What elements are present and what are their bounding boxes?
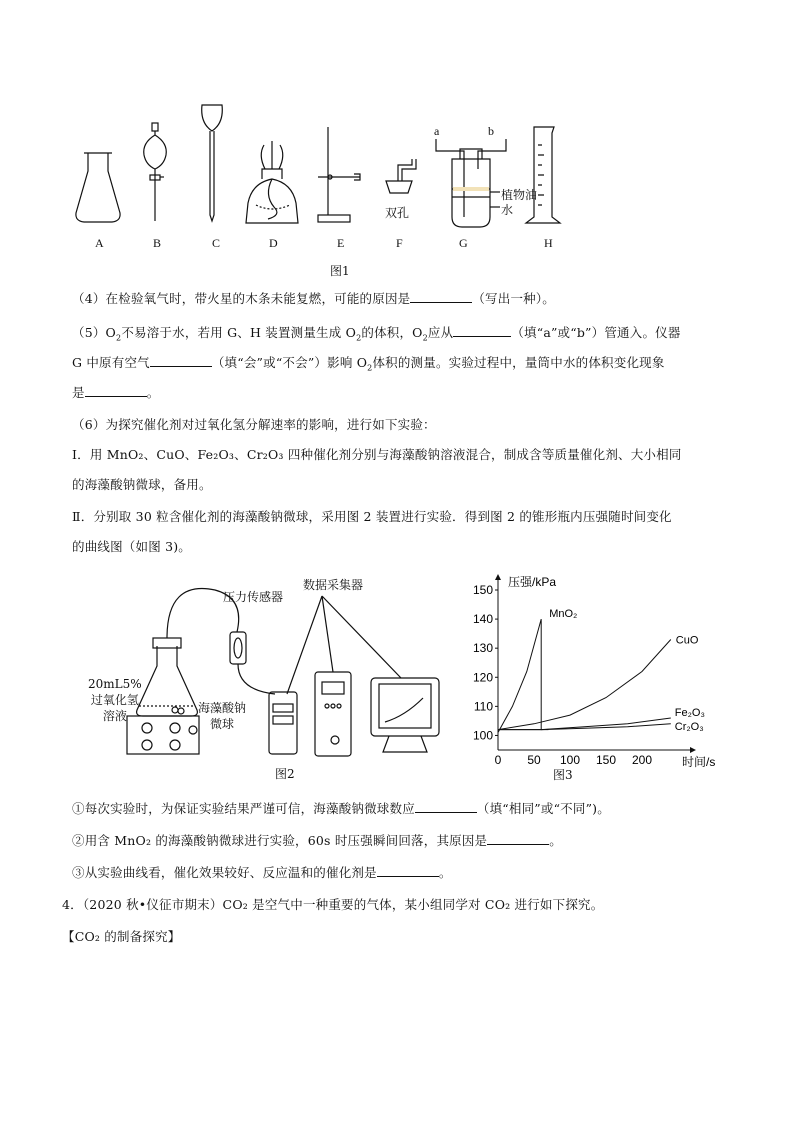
- solution-label: 20mL5% 过氧化氢 溶液: [88, 677, 142, 723]
- label-b: B: [153, 236, 162, 250]
- double-hole-stopper-f-icon: [386, 159, 416, 193]
- series-label-2: Fe₂O₃: [674, 707, 705, 719]
- q4-blank[interactable]: [410, 288, 472, 303]
- computer-monitor-icon: [371, 678, 439, 752]
- question-6-intro: （6）为探究催化剂对过氧化氢分解速率的影响，进行如下实验：: [72, 417, 436, 432]
- label-c: C: [212, 236, 221, 250]
- y-tick-label: 110: [473, 699, 493, 714]
- series-line-0: [498, 619, 548, 732]
- series-label-0: MnO₂: [549, 608, 578, 621]
- figure1-apparatus: [60, 95, 580, 240]
- y-tick-label: 140: [472, 612, 493, 627]
- figure3-chart: [468, 570, 716, 785]
- q5-air-blank[interactable]: [150, 352, 212, 367]
- x-axis-arrow: [690, 747, 696, 753]
- label-h: H: [544, 236, 553, 250]
- question-5-line2: G 中原有空气 （填“会”或“不会”）影响 $O_2$体积的测量。实验过程中，量筒中水的体积变化现象: [72, 350, 732, 382]
- step2-line1: Ⅱ．分别取 30 粒含催化剂的海藻酸钠微球，采用图 2 装置进行实验．得到图 2 的锥形瓶内压强随时间变化: [72, 509, 672, 524]
- label-d: D: [269, 236, 278, 250]
- conical-flask-a-icon: [76, 153, 120, 222]
- sub-question-2: ②用含 MnO₂ 的海藻酸钠微球进行实验，60s 时压强瞬间回落，其原因是 。: [72, 828, 732, 854]
- y-axis-title: 压强/kPa: [508, 575, 557, 589]
- label-e: E: [337, 236, 345, 250]
- y-tick-label: 120: [472, 670, 493, 685]
- x-axis-title: 时间/s: [682, 755, 716, 769]
- figure3-caption: 图3: [553, 768, 573, 782]
- series-line-1: [498, 640, 671, 730]
- question-next: 4．（2020 秋•仪征市期末）CO₂ 是空气中一种重要的气体，某小组同学对 CO₂ 进行如下探究。: [62, 897, 604, 912]
- separatory-funnel-b-icon: [144, 123, 167, 221]
- figure1-caption: 图1: [330, 264, 350, 278]
- section-heading: 【CO₂ 的制备探究】: [62, 929, 181, 944]
- y-tick-label: 150: [472, 583, 493, 597]
- question-4: （4）在检验氧气时，带火星的木条未能复燃，可能的原因是 （写出一种）。: [72, 286, 732, 312]
- alcohol-lamp-d-icon: [246, 141, 298, 223]
- y-tick-label: 100: [472, 728, 493, 743]
- sub-question-1: ①每次实验时，为保证实验结果严谨可信，海藻酸钠微球数应 （填“相同”或“不同”)。: [72, 796, 732, 822]
- x-tick-label: 100: [559, 753, 581, 767]
- x-tick-label: 200: [631, 753, 653, 767]
- pressure-sensor-icon: [230, 632, 275, 694]
- x-tick-label: 150: [595, 753, 617, 767]
- data-collector-label: 数据采集器: [303, 578, 364, 592]
- f-double-hole-text: 双孔: [385, 206, 410, 220]
- tube-b-label: b: [488, 124, 494, 138]
- pressure-sensor-label: 压力传感器: [223, 590, 284, 604]
- graduated-cylinder-h-icon: [526, 127, 560, 223]
- x-tick-label: 50: [527, 753, 541, 767]
- tube-a-label: a: [434, 124, 440, 138]
- q5-water-blank[interactable]: [85, 382, 147, 397]
- beads-label: 海藻酸钠 微球: [198, 701, 247, 731]
- data-logger-icon: [315, 672, 351, 756]
- step1-line2: 的海藻酸钠微球，备用。: [72, 477, 212, 492]
- label-g: G: [459, 236, 468, 250]
- label-f: F: [396, 236, 403, 250]
- q5-tube-blank[interactable]: [453, 322, 511, 337]
- question-5-line1: $(5)O_2$不易溶于水，若用 G、H 装置测量生成 $O_2$的体积，$O_2$应从 （填“a”或“b”）管通入。仪器: [72, 320, 732, 352]
- conical-flask-icon: [137, 638, 198, 716]
- series-label-1: CuO: [675, 634, 699, 647]
- long-neck-funnel-c-icon: [202, 105, 223, 221]
- sub3-blank[interactable]: [377, 862, 439, 877]
- sub-question-3: ③从实验曲线看，催化效果较好、反应温和的催化剂是 。: [72, 860, 732, 886]
- figure2-caption: 图2: [275, 767, 295, 781]
- step2-line2: 的曲线图（如图 3)。: [72, 539, 192, 554]
- g-oil-label: 植物油: [501, 188, 538, 202]
- step1-line1: Ⅰ．用 MnO₂、CuO、Fe₂O₃、Cr₂O₃ 四种催化剂分别与海藻酸钠溶液混合，制成含等质量催化剂、大小相同: [72, 447, 682, 462]
- data-collector-handheld-icon: [269, 692, 297, 754]
- iron-stand-e-icon: [318, 127, 360, 222]
- y-tick-label: 130: [472, 641, 493, 656]
- g-water-label: 水: [501, 203, 514, 217]
- sub2-blank[interactable]: [487, 830, 549, 845]
- gas-washing-bottle-g-icon: [436, 139, 506, 227]
- sub1-blank[interactable]: [415, 798, 477, 813]
- y-axis-arrow: [495, 574, 501, 580]
- label-a: A: [95, 236, 104, 250]
- series-label-3: Cr₂O₃: [674, 720, 704, 733]
- x-tick-label: 0: [494, 753, 502, 767]
- question-5-line3: 是 。: [72, 380, 732, 406]
